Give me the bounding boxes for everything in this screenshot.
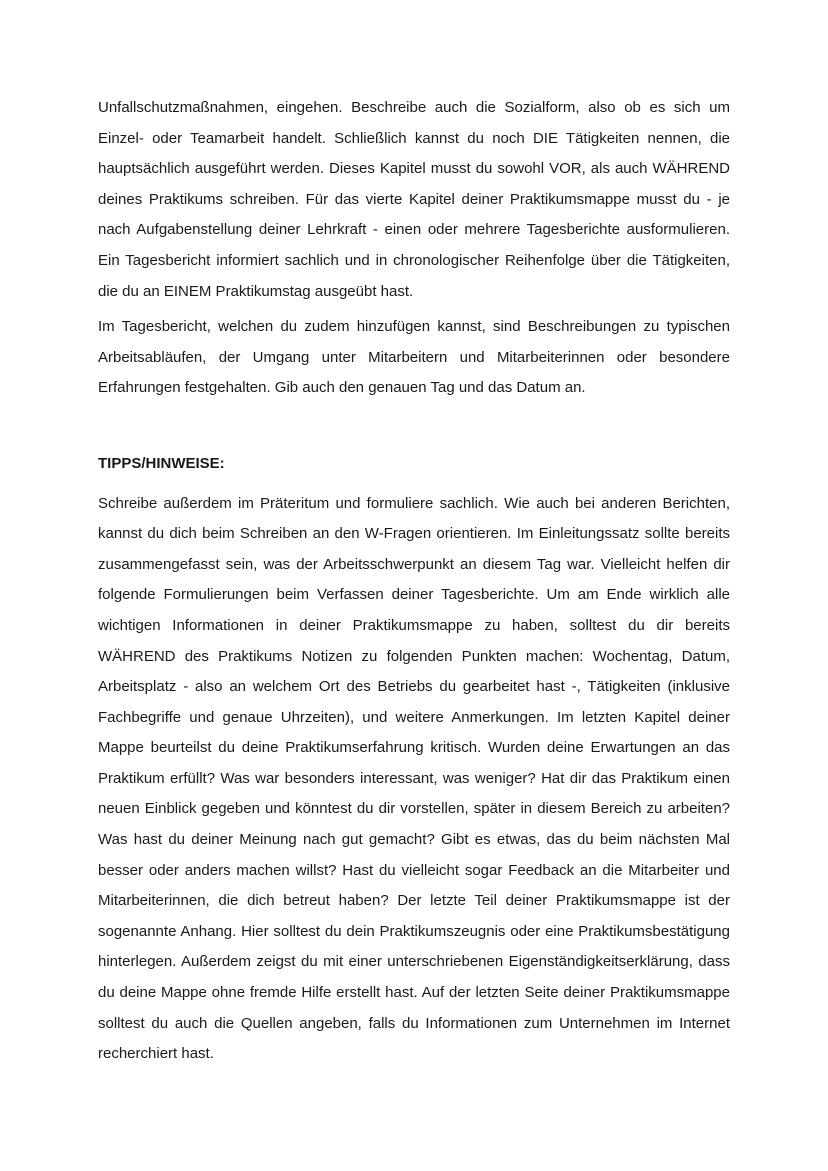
spacer [98, 480, 730, 489]
paragraph-tips: Schreibe außerdem im Präteritum und formuliere sachlich. Wie auch bei anderen Berichten, kannst du dich beim Schreiben an den W-Fragen orientieren. Im Einleitungssatz sollte bereits zusammengefasst sein, was der Arbeitsschwerpunkt an diesem Tag war. Vielleicht helfen dir folgende Formulierungen beim Verfassen deiner Tagesberichte. Um am Ende wirklich alle wichtigen Informationen in deiner Praktikumsmappe zu haben, solltest du dir bereits WÄHREND des Praktikums Notizen zu folgenden Punkten machen: Wochentag, Datum, Arbeitsplatz - also an welchem Ort des Betriebs du gearbeitet hast -, Tätigkeiten (inklusive Fachbegriffe und genaue Uhrzeiten), und weitere Anmerkungen. Im letzten Kapitel deiner Mappe beurteilst du deine Praktikumserfahrung kritisch. Wurden deine Erwartungen an das Praktikum erfüllt? Was war besonders interessant, was weniger? Hat dir das Praktikum einen neuen Einblick gegeben und könntest du dir vorstellen, später in diesem Bereich zu arbeiten? Was hast du deiner Meinung nach gut gemacht? Gibt es etwas, das du beim nächsten Mal besser oder anders machen willst? Hast du vielleicht sogar Feedback an die Mitarbeiter und Mitarbeiterinnen, die dich betreut haben? Der letzte Teil deiner Praktikumsmappe ist der sogenannte Anhang. Hier solltest du dein Praktikumszeugnis oder eine Praktikumsbestätigung hinterlegen. Außerdem zeigst du mit einer unterschriebenen Eigenständigkeitserklärung, dass du deine Mappe ohne fremde Hilfe erstellt hast. Auf der letzten Seite deiner Praktikumsmappe solltest du auch die Quellen angeben, falls du Informationen zum Unternehmen im Internet recherchiert hast. [98, 494, 730, 1063]
document-body [98, 93, 730, 1070]
paragraph-daily-report: Im Tagesbericht, welchen du zudem hinzufügen kannst, sind Beschreibungen zu typischen Arbeitsabläufen, der Umgang unter Mitarbeitern und Mitarbeiterinnen oder besondere Erfahrungen festgehalten. Gib auch den genauen Tag und das Datum an. [98, 318, 730, 397]
paragraph-chapter-description: Unfallschutzmaßnahmen, eingehen. Beschreibe auch die Sozialform, also ob es sich um Einzel- oder Teamarbeit handelt. Schließlich kannst du noch DIE Tätigkeiten nennen, die hauptsächlich ausgeführt werden. Dieses Kapitel musst du sowohl VOR, als auch WÄHREND deines Praktikums schreiben. Für das vierte Kapitel deiner Praktikumsmappe musst du - je nach Aufgabenstellung deiner Lehrkraft - einen oder mehrere Tagesberichte ausformulieren. Ein Tagesbericht informiert sachlich und in chronologischer Reihenfolge über die Tätigkeiten, die du an EINEM Praktikumstag ausgeübt hast. [98, 99, 730, 300]
spacer [98, 404, 730, 449]
section-heading-tips: TIPPS/HINWEISE: [98, 454, 225, 472]
